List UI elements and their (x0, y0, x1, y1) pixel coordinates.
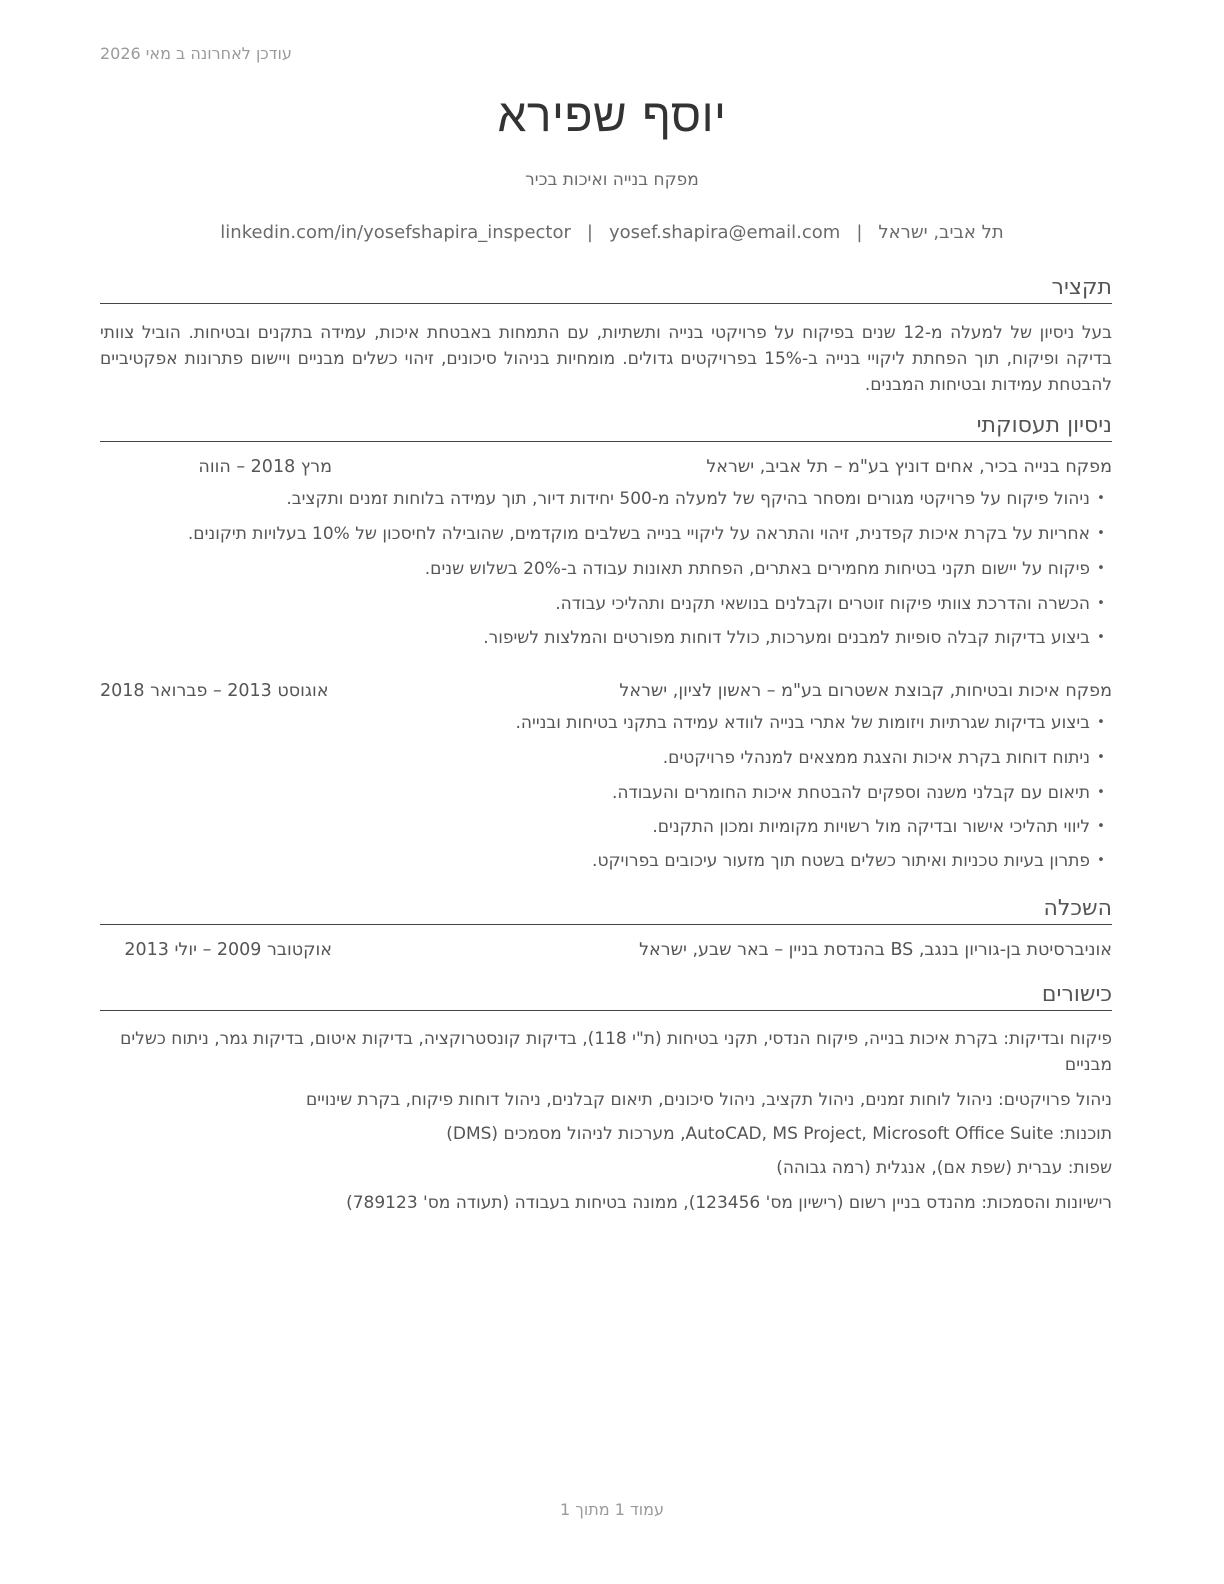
job-bullet (100, 489, 1112, 509)
summary-text: בעל ניסיון של למעלה מ-12 שנים בפיקוח על פרויקטי בנייה ותשתיות, עם התמחות באבטחת איכות, עמידה בתקנים ובטיחות. הוביל צוותי בדיקה ופיקוח, תוך הפחתת ליקויי בנייה ב-15% בפרויקטים גדולים. מומחיות בניהול סיכונים, זיהוי כשלים מבניים ויישום פתרונות אפקטיביים להבטחת עמידות ובטיחות המבנים. (100, 323, 1112, 395)
experience-heading: ניסיון תעסוקתי (100, 412, 1112, 442)
job-bullet (100, 713, 1112, 733)
job-bullet (100, 817, 1112, 837)
bullet-dot-icon: • (1097, 630, 1105, 645)
contact-separator: | (856, 222, 863, 243)
job-bullet (100, 851, 1112, 871)
last-updated-note: עודכן לאחרונה ב מאי 2026 (100, 44, 292, 63)
bullet-dot-icon: • (1097, 715, 1105, 730)
bullet-dot-icon: • (1097, 561, 1105, 576)
job-dates: אוגוסט 2013 – פברואר 2018 (100, 681, 329, 701)
degree-text: אוניברסיטת בן-גוריון בנגב, BS בהנדסת בניין – באר שבע, ישראל (639, 940, 1112, 960)
job-bullet-text: ניתוח דוחות בקרת איכות והצגת ממצאים למנהלי פרויקטים. (662, 748, 1090, 768)
bullet-dot-icon: • (1097, 526, 1105, 541)
candidate-title: מפקח בנייה ואיכות בכיר (525, 170, 699, 190)
job-bullet-text: ליווי תהליכי אישור ובדיקה מול רשויות מקומיות ומכון התקנים. (652, 817, 1090, 837)
job-role: מפקח בנייה בכיר, אחים דוניץ בע"מ – תל אביב, ישראל (706, 457, 1112, 477)
job-bullet-text: פתרון בעיות טכניות ואיתור כשלים בשטח תוך מזעור עיכובים בפרויקט. (592, 851, 1090, 871)
job-bullet (100, 559, 1112, 579)
job-bullet-text: ביצוע בדיקות שגרתיות ויזומות של אתרי בנייה לוודא עמידה בתקני בטיחות ובנייה. (515, 713, 1090, 733)
job-dates: מרץ 2018 – הווה (198, 457, 332, 477)
job-bullet-text: פיקוח על יישום תקני בטיחות מחמירים באתרים, הפחתת תאונות עבודה ב-20% בשלוש שנים. (424, 559, 1090, 579)
job-bullet-text: ניהול פיקוח על פרויקטי מגורים ומסחר בהיקף של למעלה מ-500 יחידות דיור, תוך עמידה בלוחות זמנים ותקציב. (286, 489, 1090, 509)
job-bullet-text: ביצוע בדיקות קבלה סופיות למבנים ומערכות, כולל דוחות מפורטים והמלצות לשיפור. (483, 628, 1090, 648)
skill-line: פיקוח ובדיקות: בקרת איכות בנייה, פיקוח הנדסי, תקני בטיחות (ת"י 118), בדיקות קונסטרוקציה, בדיקות איטום, בדיקות גמר, ניתוח כשלים מבניים (120, 1029, 1112, 1075)
page-number: עמוד 1 מתוך 1 (560, 1500, 664, 1519)
experience-entry-header (100, 457, 1112, 483)
bullet-dot-icon: • (1097, 819, 1105, 834)
job-role: מפקח איכות ובטיחות, קבוצת אשטרום בע"מ – ראשון לציון, ישראל (619, 681, 1112, 701)
contact-line (0, 222, 1224, 243)
skills-heading: כישורים (100, 981, 1112, 1011)
skill-line: שפות: עברית (שפת אם), אנגלית (רמה גבוהה) (776, 1158, 1112, 1178)
education-heading: השכלה (100, 895, 1112, 925)
contact-separator: | (586, 222, 593, 243)
job-bullet-text: אחריות על בקרת איכות קפדנית, זיהוי והתראה על ליקויי בנייה בשלבים מוקדמים, שהובילה לחיסכון של 10% בעלויות תיקונים. (187, 524, 1090, 544)
bullet-dot-icon: • (1097, 596, 1105, 611)
skill-line: תוכנות: AutoCAD, MS Project, Microsoft Office Suite, מערכות לניהול מסמכים (DMS) (446, 1124, 1112, 1144)
education-entry (100, 940, 1112, 966)
candidate-name: יוסף שפירא (497, 88, 727, 142)
skill-line: ניהול פרויקטים: ניהול לוחות זמנים, ניהול תקציב, ניהול סיכונים, תיאום קבלנים, ניהול דוחות פיקוח, בקרת שינויים (305, 1090, 1112, 1110)
education-dates: אוקטובר 2009 – יולי 2013 (124, 940, 332, 960)
job-bullet (100, 783, 1112, 803)
location-text: תל אביב, ישראל (878, 222, 1004, 243)
experience-entry-header (100, 681, 1112, 707)
job-bullet (100, 524, 1112, 544)
bullet-dot-icon: • (1097, 853, 1105, 868)
job-bullet (100, 628, 1112, 648)
job-bullet-text: תיאום עם קבלני משנה וספקים להבטחת איכות החומרים והעבודה. (611, 783, 1090, 803)
skill-line: רישיונות והסמכות: מהנדס בניין רשום (רישיון מס' 123456), ממונה בטיחות בעבודה (תעודה מס' 789123) (346, 1193, 1112, 1213)
job-bullet (100, 594, 1112, 614)
job-bullet-text: הכשרה והדרכת צוותי פיקוח זוטרים וקבלנים בנושאי תקנים ותהליכי עבודה. (555, 594, 1090, 614)
bullet-dot-icon: • (1097, 785, 1105, 800)
summary-heading: תקציר (100, 274, 1112, 304)
linkedin-link[interactable]: linkedin.com/in/yosefshapira_inspector (220, 222, 571, 243)
job-bullet (100, 748, 1112, 768)
email-link[interactable]: yosef.shapira@email.com (608, 222, 841, 243)
bullet-dot-icon: • (1097, 750, 1105, 765)
bullet-dot-icon: • (1097, 491, 1105, 506)
